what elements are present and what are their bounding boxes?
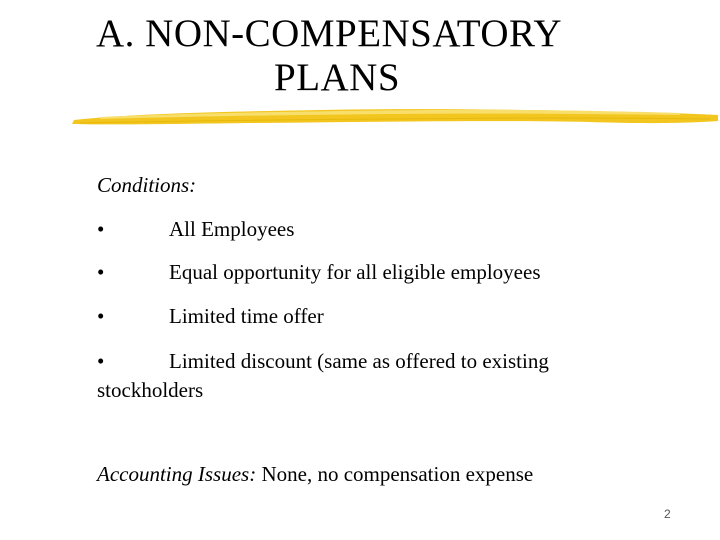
list-item-text: All Employees — [169, 217, 295, 241]
list-item — [97, 217, 294, 242]
accounting-issues — [97, 462, 533, 487]
conditions-heading: Conditions: — [97, 173, 197, 197]
list-item-text: Equal opportunity for all eligible employees — [169, 260, 541, 284]
list-item-text: Limited time offer — [169, 304, 324, 328]
bullet-icon: • — [97, 217, 105, 241]
slide-title-line-1: A. NON-COMPENSATORY — [96, 12, 563, 55]
accounting-issues-label: Accounting Issues: — [97, 462, 257, 486]
bullet-icon: • — [97, 260, 105, 284]
list-item — [97, 260, 541, 285]
list-item — [97, 347, 617, 405]
bullet-icon: • — [97, 304, 105, 328]
slide-title — [96, 12, 562, 100]
list-item — [97, 304, 324, 329]
accounting-issues-text: None, no compensation expense — [256, 462, 534, 486]
slide-title-line-2: PLANS — [274, 56, 401, 99]
page-number: 2 — [664, 507, 671, 521]
yellow-brush-stroke-divider — [70, 100, 720, 130]
list-item-text: Limited discount (same as offered to existing stockholders — [97, 349, 549, 402]
bullet-icon: • — [97, 349, 105, 373]
